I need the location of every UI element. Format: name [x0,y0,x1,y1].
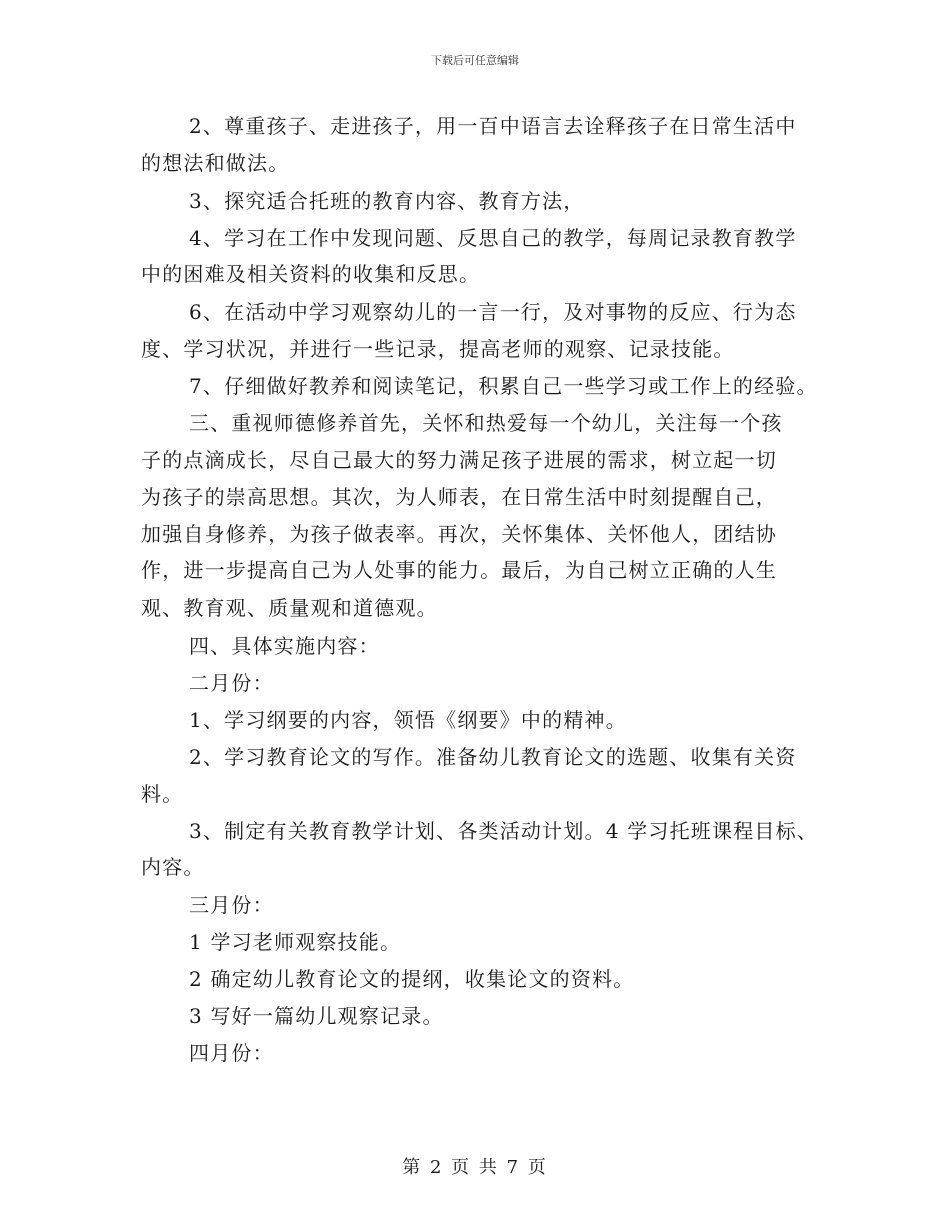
text-line: 3、探究适合托班的教育内容、教育方法， [189,189,585,213]
text-line: 7、仔细做好教养和阅读笔记，积累自己一些学习或工作上的经验。 [189,374,818,398]
text-line: 6、在活动中学习观察幼儿的一言一行，及对事物的反应、行为态 [189,300,797,324]
text-line: 三月份： [189,893,274,917]
text-line: 度、学习状况，并进行一些记录，提高老师的观察、记录技能。 [141,337,735,361]
text-line: 1、学习纲要的内容，领悟《纲要》中的精神。 [189,708,627,732]
text-line: 料。 [141,782,184,806]
text-line: 二月份： [189,671,274,695]
page-footer: 第 2 页 共 7 页 [402,1157,548,1178]
text-line: 3 写好一篇幼儿观察记录。 [189,1004,444,1028]
text-line: 2 确定幼儿教育论文的提纲，收集论文的资料。 [189,967,635,991]
text-line: 2、尊重孩子、走进孩子，用一百中语言去诠释孩子在日常生活中 [189,114,797,138]
text-line: 的想法和做法。 [141,151,290,175]
text-line: 四月份： [189,1041,274,1065]
text-line: 观、教育观、质量观和道德观。 [141,596,438,620]
text-line: 子的点滴成长，尽自己最大的努力满足孩子进展的需求，树立起一切 [141,448,777,472]
text-line: 加强自身修养，为孩子做表率。再次，关怀集体、关怀他人，团结协 [141,522,777,546]
text-line: 4、学习在工作中发现问题、反思自己的教学，每周记录教育教学 [189,226,797,250]
text-line: 中的困难及相关资料的收集和反思。 [141,262,481,286]
text-line: 为孩子的崇高思想。其次，为人师表，在日常生活中时刻提醒自己， [141,485,777,509]
page-header: 下载后可任意编辑 [431,54,519,67]
text-line: 四、具体实施内容： [189,634,380,658]
text-line: 内容。 [141,855,205,879]
text-line: 1 学习老师观察技能。 [189,930,402,954]
text-line: 三、重视师德修养首先，关怀和热爱每一个幼儿，关注每一个孩 [189,411,783,435]
text-line: 2、学习教育论文的写作。准备幼儿教育论文的选题、收集有关资 [189,745,797,769]
text-line: 3、制定有关教育教学计划、各类活动计划。4 学习托班课程目标、 [189,819,819,843]
text-line: 作，进一步提高自己为人处事的能力。最后，为自己树立正确的人生 [141,558,777,582]
